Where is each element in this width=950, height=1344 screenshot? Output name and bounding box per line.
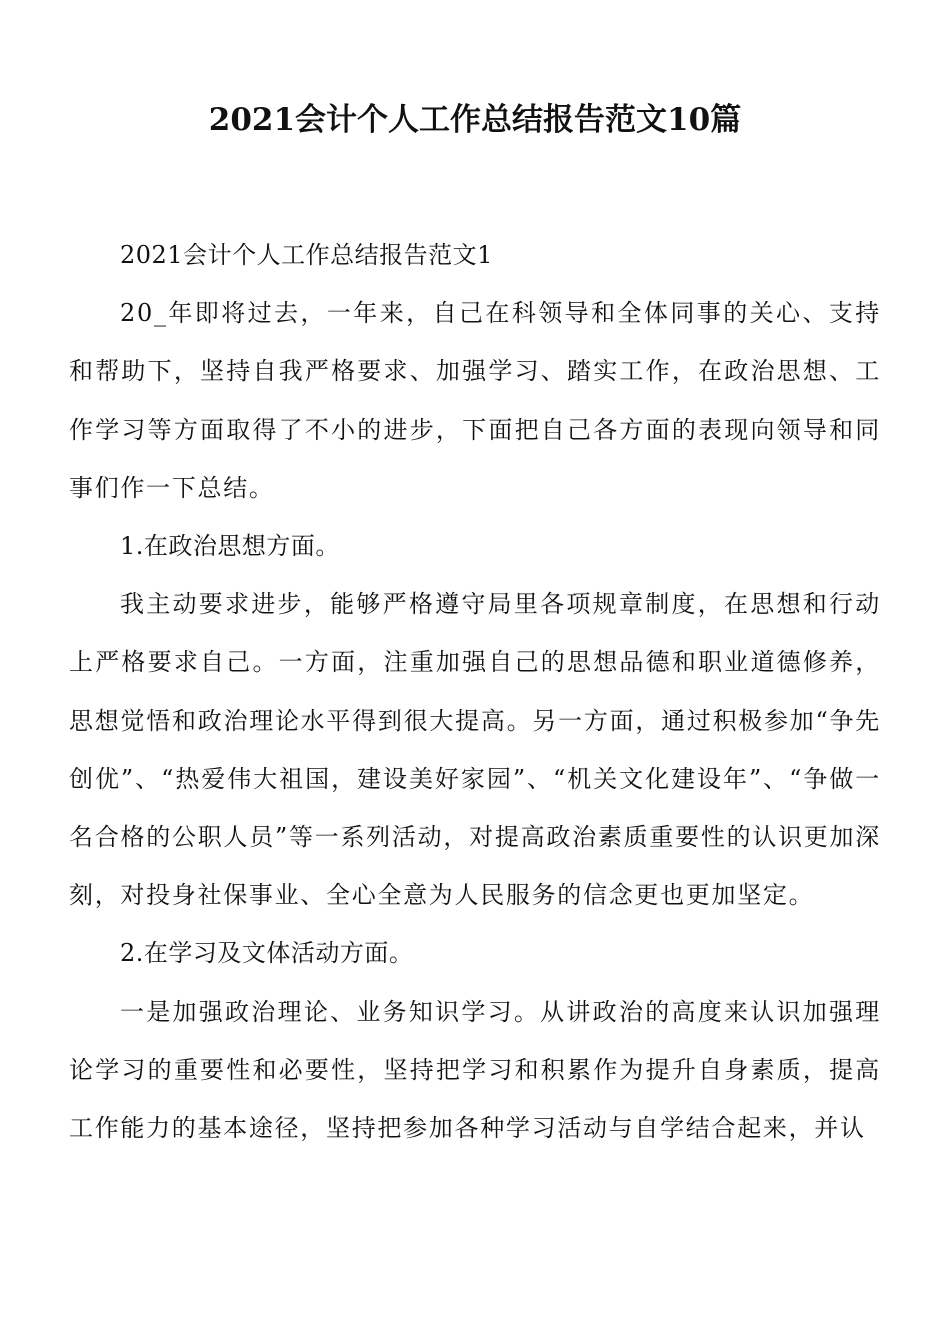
body-paragraph: 一是加强政治理论、业务知识学习。从讲政治的高度来认识加强理论学习的重要性和必要性，坚持把学习和积累作为提升自身素质，提高工作能力的基本途径，坚持把参加各种学习活动与自学结合起来，并认 <box>69 997 881 1143</box>
subsection-heading: 1.在政治思想方面。 <box>120 532 340 561</box>
subsection-heading: 2.在学习及文体活动方面。 <box>120 939 414 968</box>
document-title: 2021会计个人工作总结报告范文10篇 <box>208 102 742 138</box>
section-heading: 2021会计个人工作总结报告范文1 <box>120 241 493 269</box>
body-paragraph: 20_年即将过去，一年来，自己在科领导和全体同事的关心、支持和帮助下，坚持自我严格要求、加强学习、踏实工作，在政治思想、工作学习等方面取得了不小的进步，下面把自己各方面的表现向领导和同事们作一下总结。 <box>69 299 881 502</box>
body-paragraph: 我主动要求进步，能够严格遵守局里各项规章制度，在思想和行动上严格要求自己。一方面，注重加强自己的思想品德和职业道德修养，思想觉悟和政治理论水平得到很大提高。另一方面，通过积极参加“争先创优”、“热爱伟大祖国，建设美好家园”、“机关文化建设年”、“争做一名合格的公职人员”等一系列活动，对提高政治素质重要性的认识更加深刻，对投身社保事业、全心全意为人民服务的信念更也更加坚定。 <box>69 590 881 910</box>
document-body <box>69 226 881 1157</box>
